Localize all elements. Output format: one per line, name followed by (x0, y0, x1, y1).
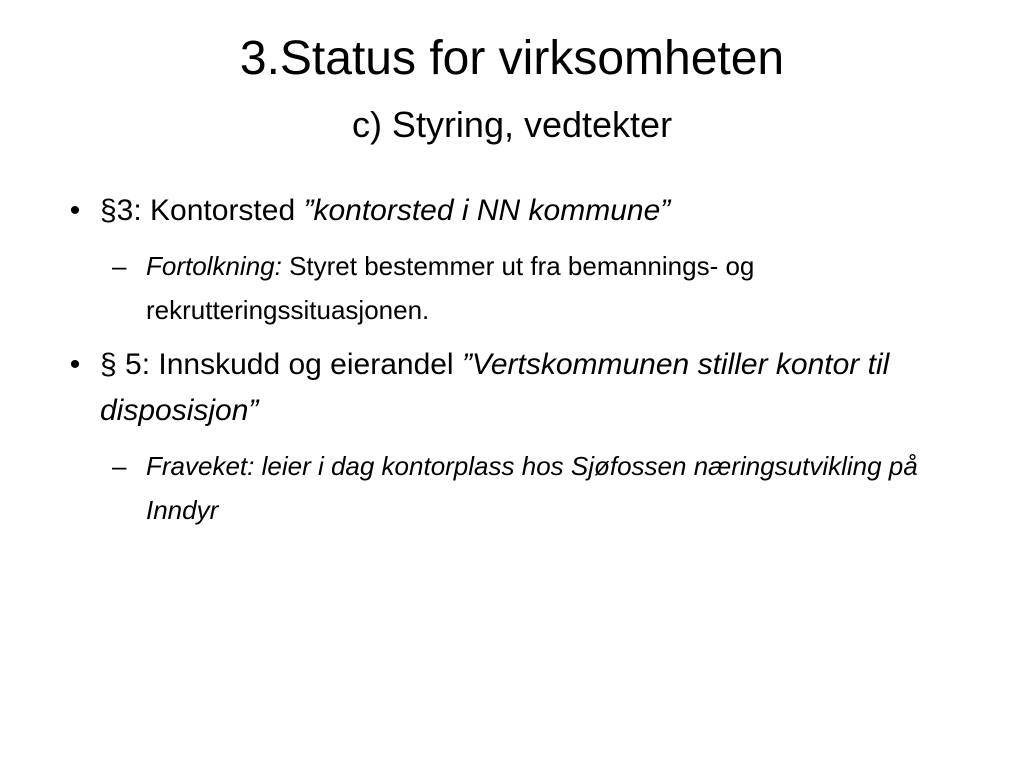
bullet-text: § 5: Innskudd og eierandel (100, 348, 462, 381)
bullet-quote: ”Vertskommunen stiller kontor til disposisjon” (100, 348, 890, 427)
sub-bullet-marker: – (112, 251, 127, 281)
sub-bullet-marker: – (112, 451, 127, 481)
bullet-text: §3: Kontorsted (100, 194, 304, 227)
bullet-marker: • (69, 194, 81, 227)
sub-bullet-item (60, 244, 960, 332)
bullet-item (60, 188, 960, 234)
bullet-item (60, 342, 960, 434)
slide-title: 3.Status for virksomheten (239, 32, 785, 85)
bullet-quote: ”kontorsted i NN kommune” (303, 194, 671, 227)
slide-subtitle: c) Styring, vedtekter (351, 104, 673, 145)
sub-bullet-text: Fraveket: leier i dag kontorplass hos Sjøfossen næringsutvikling på Inndyr (146, 451, 918, 525)
sub-bullet-item (60, 444, 960, 532)
title-block (60, 28, 964, 150)
slide-body (60, 188, 960, 542)
bullet-marker: • (69, 348, 81, 381)
sub-bullet-text: Styret bestemmer ut fra bemannings- og rekrutteringssituasjonen. (146, 251, 755, 325)
sub-bullet-label: Fortolkning: (146, 251, 282, 281)
